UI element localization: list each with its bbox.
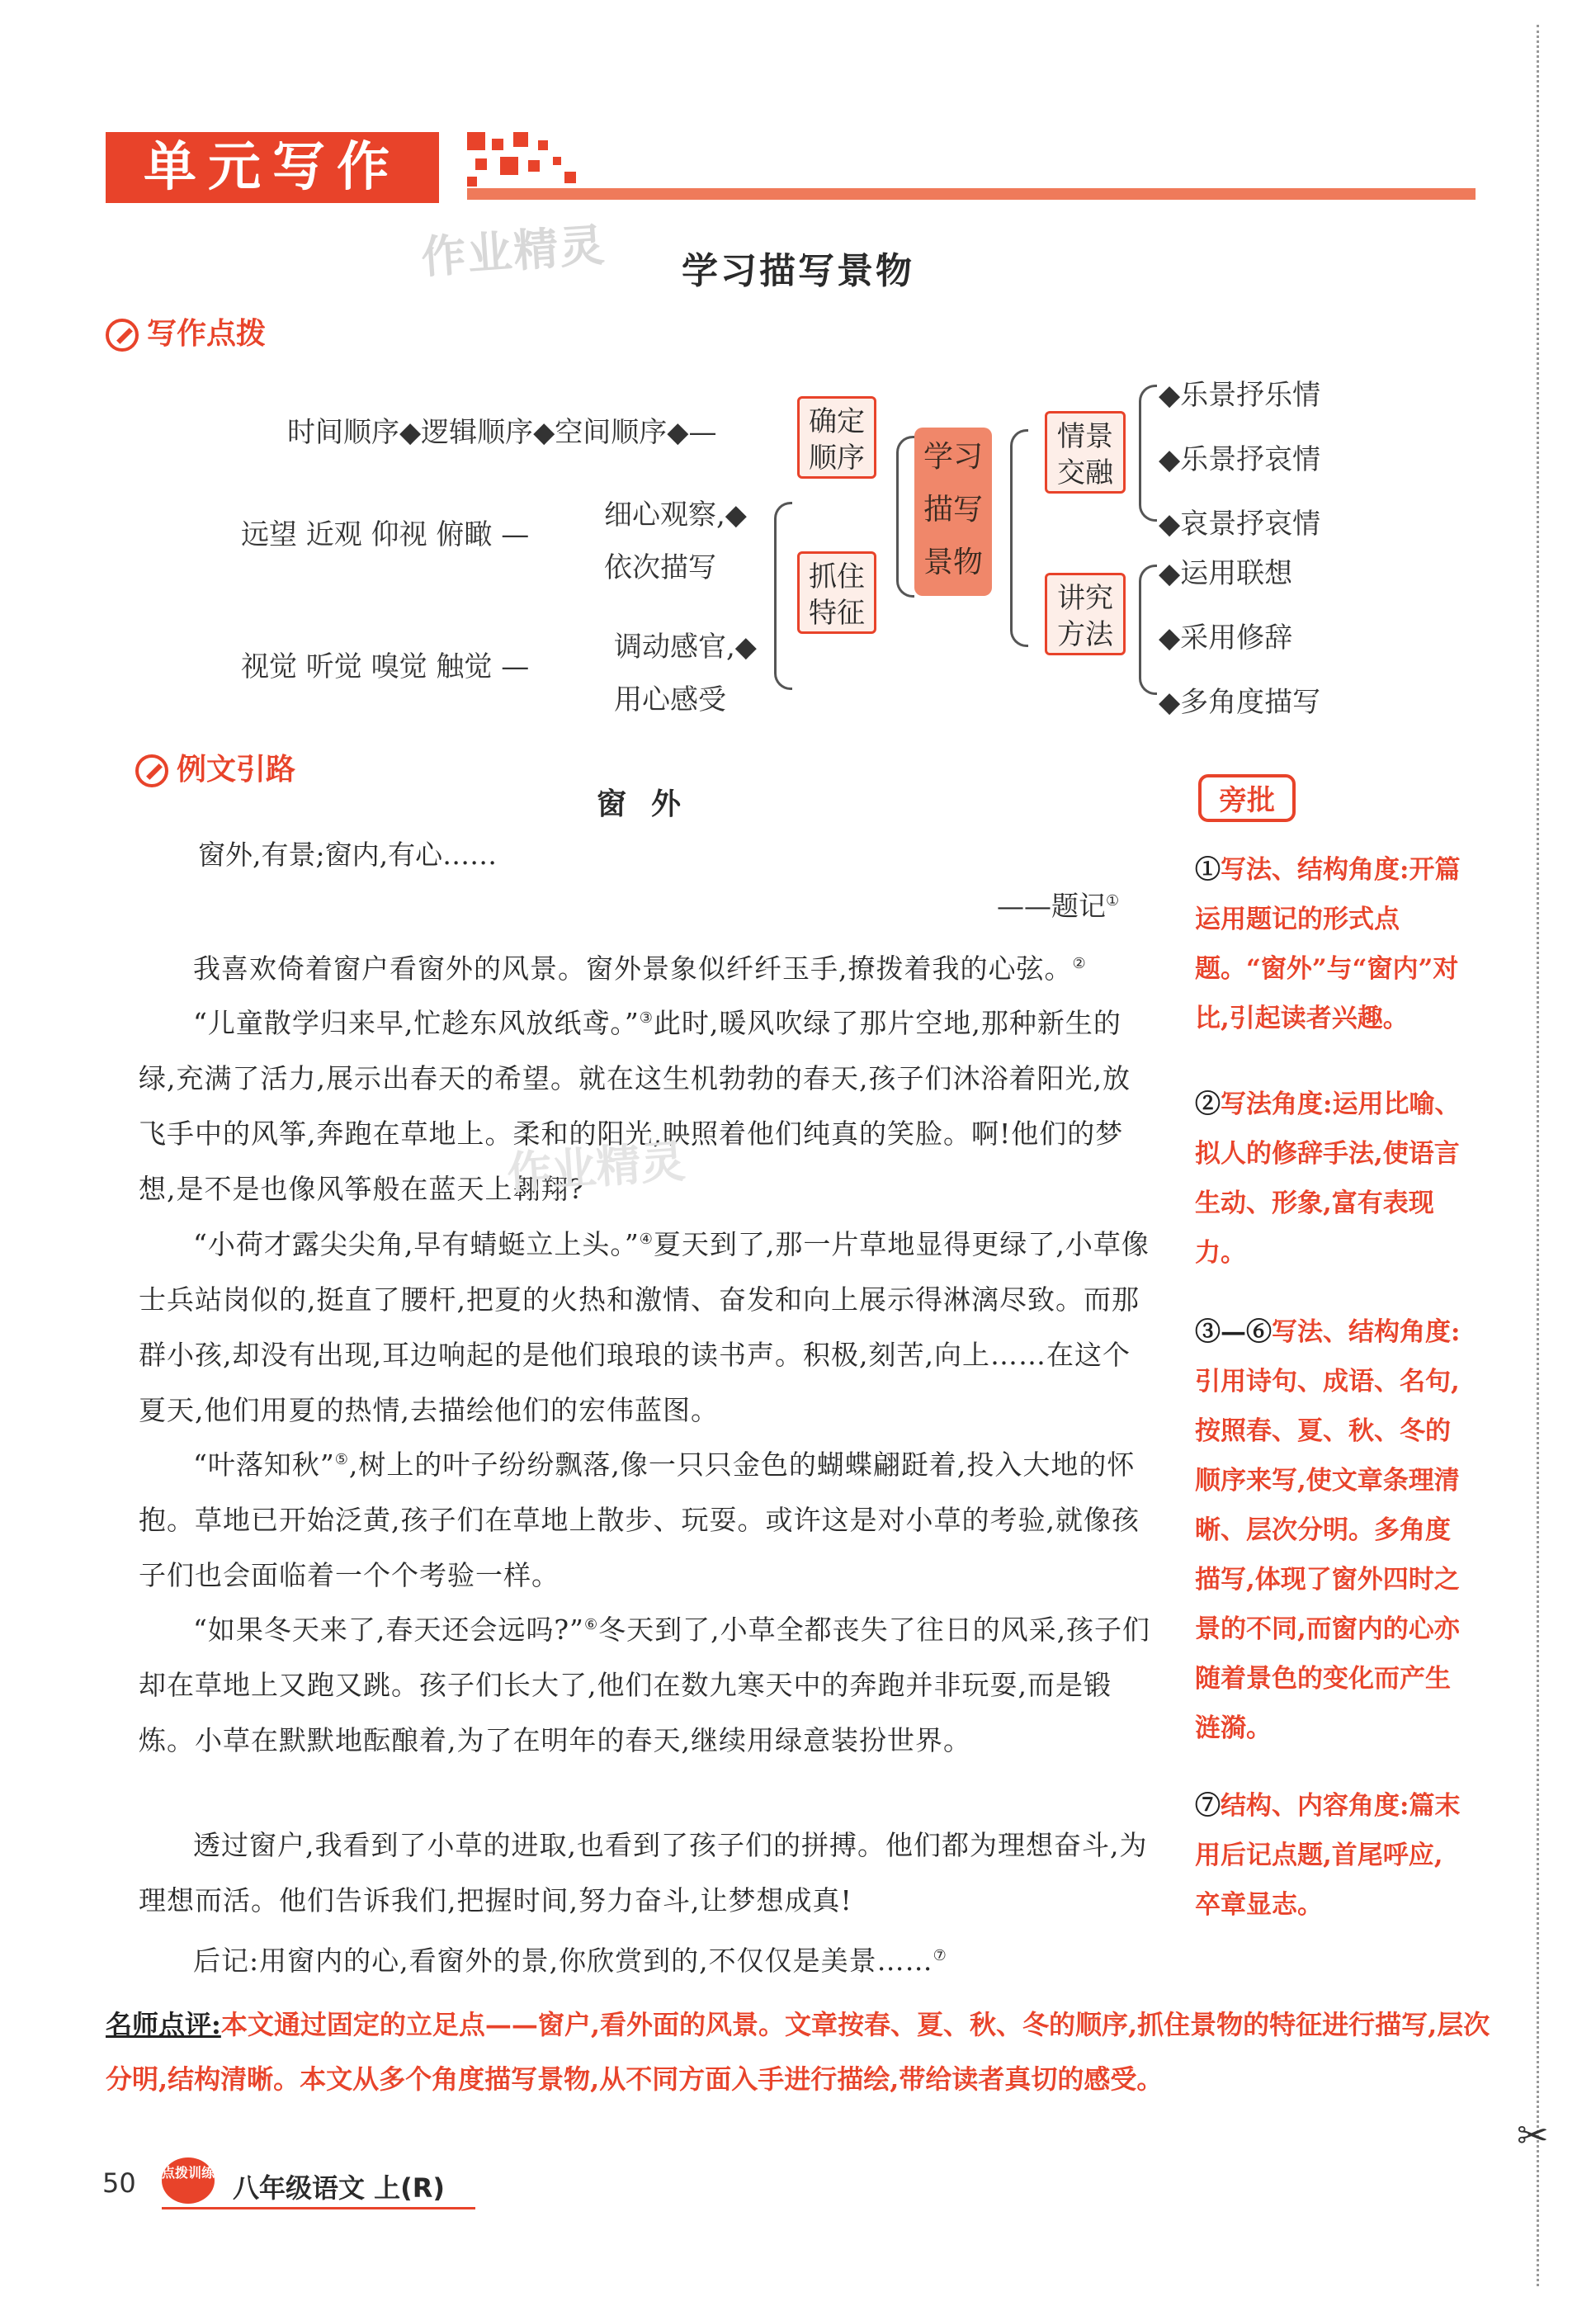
example-heading: 例文引路	[135, 746, 295, 788]
mindmap	[0, 0, 1596, 743]
watermark: 作业精灵	[505, 1135, 687, 1200]
unit-banner: 单元写作	[106, 132, 439, 203]
method-items: ◆运用联想 ◆采用修辞 ◆多角度描写	[1159, 557, 1321, 719]
observe-row-right: 细心观察,◆ 依次描写	[604, 499, 747, 584]
footer-rule	[162, 2207, 475, 2209]
article-title: 窗外	[596, 787, 706, 821]
brace-left-bottom	[774, 502, 792, 690]
node-scene-emotion: 情景 交融	[1045, 411, 1126, 494]
side-note-1: ①写法、结构角度:开篇运用题记的形式点题。“窗外”与“窗内”对比,引起读者兴趣。	[1195, 855, 1461, 1033]
paragraph-3: “小荷才露尖尖角,早有蜻蜓立上头。”④夏天到了,那一片草地显得更绿了,小草像士兵站岗似的,挺直了腰杆,把夏的火热和激情、奋发和向上展示得淋漓尽致。而那群小孩,却没有出现,耳边响起的是他们琅琅的读书声。积极,刻苦,向上……在这个夏天,他们用夏的热情,去描绘他们的宏伟蓝图。	[139, 1228, 1150, 1426]
series-badge: 点拨训练	[162, 2157, 215, 2204]
epigraph-source: ——题记①	[997, 890, 1120, 922]
brace-right-bottom	[1139, 565, 1157, 695]
node-methods: 讲究 方法	[1045, 573, 1126, 655]
page-number: 50	[102, 2167, 136, 2199]
watermark: 作业精灵	[419, 219, 608, 284]
observe-row-left: 远望 近观 仰视 俯瞰 —	[241, 518, 530, 551]
side-notes-label: 旁批	[1198, 774, 1296, 822]
brace-center-left	[896, 436, 914, 598]
writing-tips-heading: 写作点拨	[106, 310, 266, 352]
order-items: 时间顺序◆逻辑顺序◆空间顺序◆—	[287, 416, 717, 449]
paragraph-6: 透过窗户,我看到了小草的进取,也看到了孩子们的拼搏。他们都为理想奋斗,为理想而活。他们告诉我们,把握时间,努力奋斗,让梦想成真!	[139, 1829, 1148, 1916]
paragraph-2: “儿童散学归来早,忙趁东风放纸鸢。”③此时,暖风吹绿了那片空地,那种新生的绿,充满了活力,展示出春天的希望。就在这生机勃勃的春天,孩子们沐浴着阳光,放飞手中的风筝,奔跑在草地上。柔和的阳光,映照着他们纯真的笑脸。啊!他们的梦想,是不是也像风筝般在蓝天上翱翔?	[139, 1007, 1131, 1205]
node-determine-order: 确定 顺序	[797, 396, 876, 479]
senses-row-left: 视觉 听觉 嗅觉 触觉 —	[241, 650, 530, 683]
senses-row-right: 调动感官,◆ 用心感受	[614, 631, 757, 716]
scissors-icon: ✂	[1517, 2113, 1549, 2157]
center-node: 学习 描写 景物	[914, 428, 992, 596]
brace-center-right	[1010, 429, 1028, 647]
side-note-4: ⑦结构、内容角度:篇末用后记点题,首尾呼应,卒章显志。	[1195, 1791, 1461, 1920]
paragraph-1: 我喜欢倚着窗户看窗外的风景。窗外景象似纤纤玉手,撩拨着我的心弦。②	[193, 952, 1087, 985]
paragraph-7: 后记:用窗内的心,看窗外的景,你欣赏到的,不仅仅是美景……⑦	[193, 1945, 947, 1977]
epigraph: 窗外,有景;窗内,有心……	[198, 839, 498, 871]
teacher-comment: 名师点评:本文通过固定的立足点——窗户,看外面的风景。文章按春、夏、秋、冬的顺序,抓住景物的特征进行描写,层次分明,结构清晰。本文从多个角度描写景物,从不同方面入手进行描绘,带给读者真切的感受。	[106, 2009, 1490, 2095]
node-grasp-features: 抓住 特征	[797, 551, 876, 634]
brace-right-top	[1139, 385, 1157, 522]
emotion-items: ◆乐景抒乐情 ◆乐景抒哀情 ◆哀景抒哀情	[1159, 379, 1321, 541]
side-note-2: ②写法角度:运用比喻、拟人的修辞手法,使语言生动、形象,富有表现力。	[1195, 1089, 1461, 1268]
paragraph-4: “叶落知秋”⑤,树上的叶子纷纷飘落,像一只只金色的蝴蝶翩跹着,投入大地的怀抱。草地已开始泛黄,孩子们在草地上散步、玩耍。或许这是对小草的考验,就像孩子们也会面临着一个个考验一样。	[139, 1449, 1140, 1591]
side-note-3: ③—⑥写法、结构角度:引用诗句、成语、名句,按照春、夏、秋、冬的顺序来写,使文章条理清晰、层次分明。多角度描写,体现了窗外四时之景的不同,而窗内的心亦随着景色的变化而产生涟漪。	[1195, 1317, 1461, 1743]
book-title: 八年级语文 上(R)	[233, 2172, 446, 2204]
section-title: 学习描写景物	[682, 250, 914, 292]
paragraph-5: “如果冬天来了,春天还会远吗?”⑥冬天到了,小草全都丧失了往日的风采,孩子们却在草地上又跑又跳。孩子们长大了,他们在数九寒天中的奔跑并非玩耍,而是锻炼。小草在默默地酝酿着,为了在明年的春天,继续用绿意装扮世界。	[139, 1614, 1151, 1756]
